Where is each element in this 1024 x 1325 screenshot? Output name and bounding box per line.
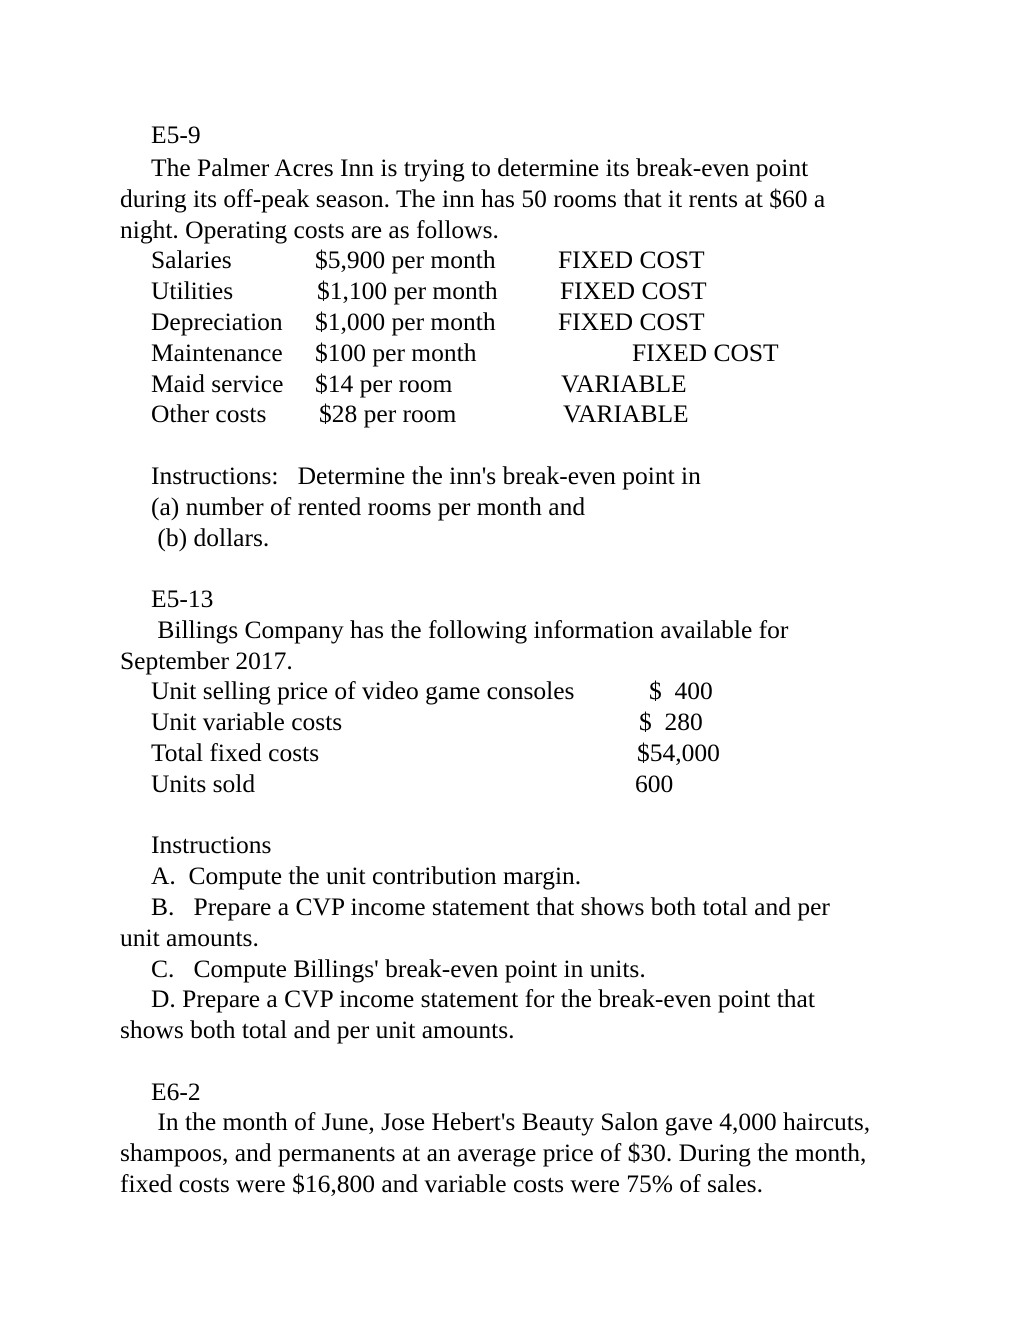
e5-9-instruction-line: Instructions: Determine the inn's break-even point in [151, 461, 701, 490]
e5-13-intro-line: Billings Company has the following information available for [151, 615, 789, 644]
cost-amount: $5,900 per month [315, 245, 496, 274]
cost-amount: $100 per month [315, 338, 477, 367]
data-value: $54,000 [637, 738, 720, 767]
cost-amount: $1,000 per month [315, 307, 496, 336]
cost-item: Maintenance [151, 338, 283, 367]
cost-type: VARIABLE [563, 399, 689, 428]
cost-amount: $14 per room [315, 369, 453, 398]
cost-type: FIXED COST [560, 276, 707, 305]
data-value: 600 [635, 769, 674, 798]
e5-9-intro-line: during its off-peak season. The inn has 50 rooms that it rents at $60 a [120, 184, 826, 213]
e5-13-instructions-heading: Instructions [151, 830, 272, 859]
cost-type: FIXED COST [558, 307, 705, 336]
e5-13-heading: E5-13 [151, 584, 214, 613]
e5-13-instruction-line: C. Compute Billings' break-even point in units. [151, 954, 646, 983]
cost-amount: $1,100 per month [317, 276, 498, 305]
e6-2-heading: E6-2 [151, 1077, 201, 1106]
cost-item: Depreciation [151, 307, 283, 336]
e5-9-intro-line: night. Operating costs are as follows. [120, 215, 499, 244]
data-label: Unit variable costs [151, 707, 343, 736]
cost-type: FIXED COST [632, 338, 779, 367]
e5-13-intro-line: September 2017. [120, 646, 293, 675]
e5-9-instruction-line: (b) dollars. [151, 523, 270, 552]
e6-2-body-line: shampoos, and permanents at an average price of $30. During the month, [120, 1138, 867, 1167]
e5-9-instruction-line: (a) number of rented rooms per month and [151, 492, 586, 521]
cost-item: Other costs [151, 399, 267, 428]
cost-item: Utilities [151, 276, 234, 305]
e5-13-instruction-line: unit amounts. [120, 923, 259, 952]
data-value: $ 280 [639, 707, 703, 736]
data-label: Total fixed costs [151, 738, 320, 767]
e5-13-instruction-line: shows both total and per unit amounts. [120, 1015, 515, 1044]
e6-2-body-line: fixed costs were $16,800 and variable costs were 75% of sales. [120, 1169, 763, 1198]
cost-item: Salaries [151, 245, 232, 274]
e5-13-instruction-line: B. Prepare a CVP income statement that shows both total and per [151, 892, 830, 921]
data-value: $ 400 [649, 676, 713, 705]
e6-2-body-line: In the month of June, Jose Hebert's Beauty Salon gave 4,000 haircuts, [151, 1107, 871, 1136]
cost-item: Maid service [151, 369, 284, 398]
cost-type: VARIABLE [561, 369, 687, 398]
e5-9-heading: E5-9 [151, 120, 201, 149]
cost-amount: $28 per room [319, 399, 457, 428]
e5-13-instruction-line: D. Prepare a CVP income statement for the break-even point that [151, 984, 815, 1013]
data-label: Unit selling price of video game consoles [151, 676, 575, 705]
cost-type: FIXED COST [558, 245, 705, 274]
e5-13-instruction-line: A. Compute the unit contribution margin. [151, 861, 582, 890]
e5-9-intro-line: The Palmer Acres Inn is trying to determine its break-even point [151, 153, 809, 182]
data-label: Units sold [151, 769, 256, 798]
